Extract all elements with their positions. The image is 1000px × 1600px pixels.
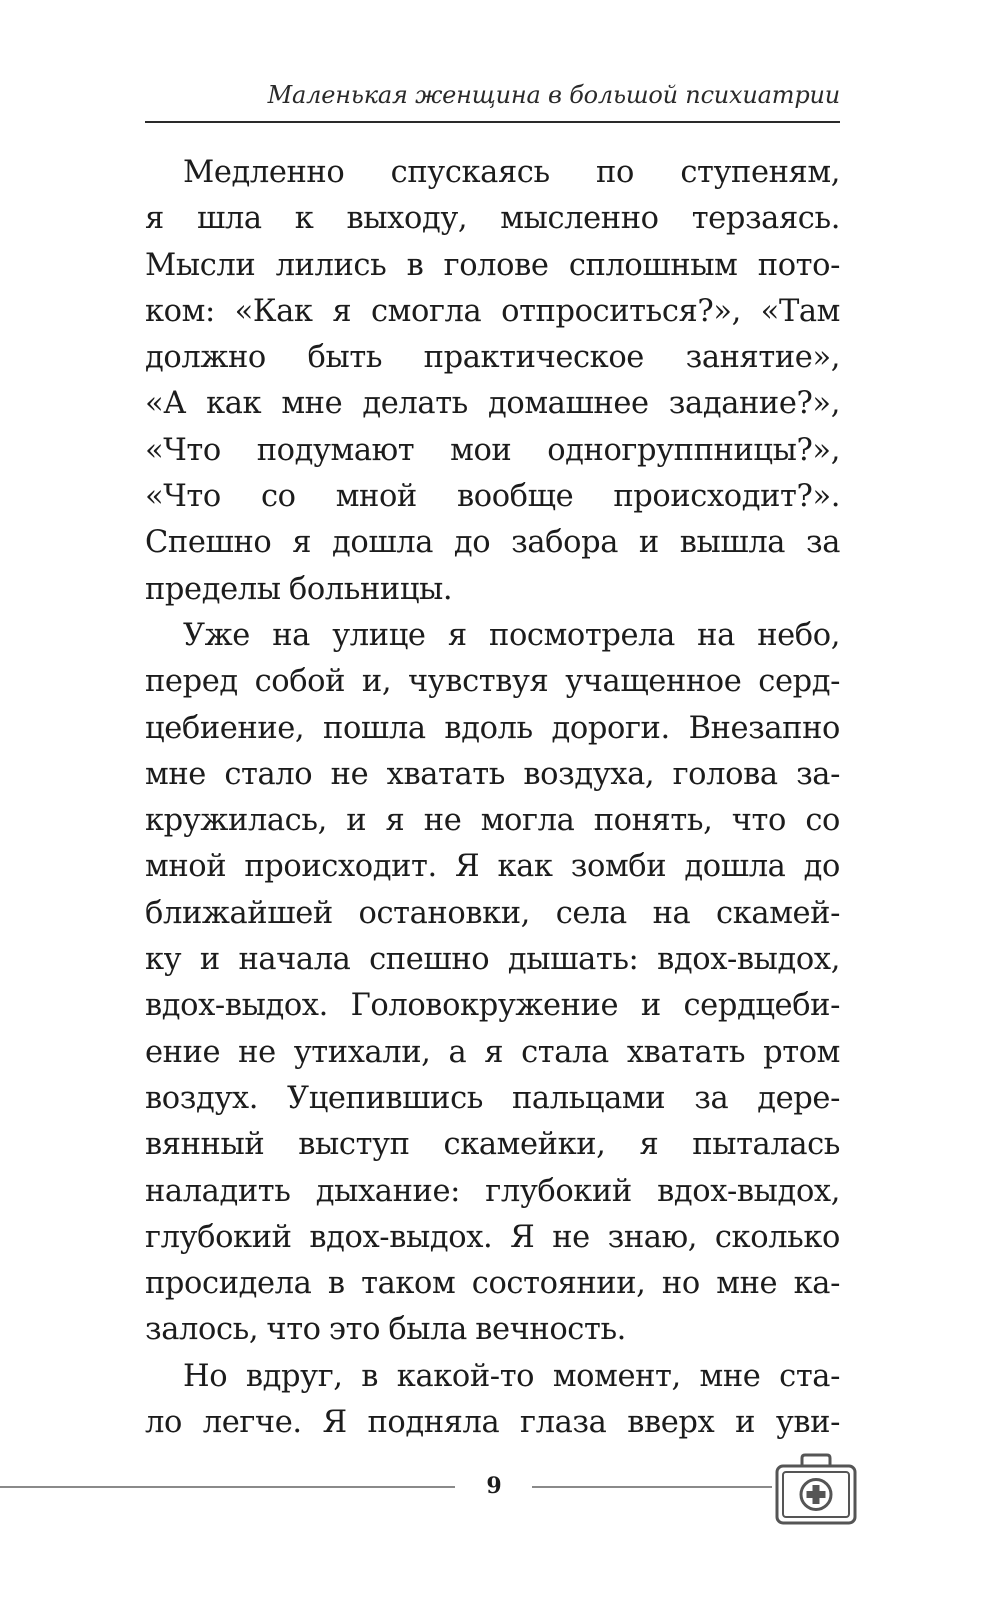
text-line: цебиение, пошла вдоль дороги. Внезапно bbox=[145, 710, 840, 746]
text-line: мне стало не хватать воздуха, голова за- bbox=[145, 756, 840, 792]
text-line: должно быть практическое занятие», bbox=[145, 340, 840, 376]
text-line: мной происходит. Я как зомби дошла до bbox=[145, 849, 840, 885]
running-head: Маленькая женщина в большой психиатрии bbox=[267, 81, 840, 109]
text-line: просидела в таком состоянии, но мне ка- bbox=[145, 1266, 840, 1302]
text-line: Спешно я дошла до забора и вышла за bbox=[145, 525, 840, 561]
text-line: ком: «Как я смогла отпроситься?», «Там bbox=[145, 293, 840, 329]
text-line: вянный выступ скамейки, я пыталась bbox=[145, 1127, 840, 1163]
text-line: Но вдруг, в какой-то момент, мне ста- bbox=[183, 1358, 840, 1394]
header-rule bbox=[145, 121, 840, 123]
text-line: Медленно спускаясь по ступеням, bbox=[183, 155, 840, 190]
text-line: наладить дыхание: глубокий вдох-выдох, bbox=[145, 1173, 840, 1209]
text-line: Уже на улице я посмотрела на небо, bbox=[183, 617, 840, 653]
text-line: вдох-выдох. Головокружение и сердцеби- bbox=[145, 988, 840, 1024]
text-line: «Что со мной вообще происходит?». bbox=[145, 479, 840, 515]
text-line: ку и начала спешно дышать: вдох-выдох, bbox=[145, 942, 840, 978]
text-line: кружилась, и я не могла понять, что со bbox=[145, 803, 840, 839]
text-line: перед собой и, чувствуя учащенное серд- bbox=[145, 664, 840, 700]
paragraph-3 bbox=[145, 1354, 840, 1447]
paragraph-1 bbox=[145, 150, 840, 613]
footer-rule-right bbox=[532, 1486, 772, 1488]
first-aid-kit-icon bbox=[774, 1452, 858, 1526]
text-line: Мысли лились в голове сплошным пото- bbox=[145, 247, 840, 283]
page-number: 9 bbox=[486, 1473, 502, 1499]
paragraph-2 bbox=[145, 613, 840, 1354]
text-line: ло легче. Я подняла глаза вверх и уви- bbox=[145, 1405, 840, 1441]
text-line: «А как мне делать домашнее задание?», bbox=[145, 386, 840, 422]
body-text bbox=[145, 150, 840, 1446]
text-line: глубокий вдох-выдох. Я не знаю, сколько bbox=[145, 1219, 840, 1255]
text-line: ближайшей остановки, села на скамей- bbox=[145, 895, 840, 931]
text-line: воздух. Уцепившись пальцами за дере- bbox=[145, 1080, 840, 1116]
text-line: залось, что это была вечность. bbox=[145, 1312, 626, 1348]
text-line: пределы больницы. bbox=[145, 571, 453, 607]
text-line: ение не утихали, а я стала хватать ртом bbox=[145, 1034, 840, 1070]
text-line: я шла к выходу, мысленно терзаясь. bbox=[145, 201, 840, 237]
text-line: «Что подумают мои одногруппницы?», bbox=[145, 432, 840, 468]
footer-rule-left bbox=[0, 1486, 455, 1488]
